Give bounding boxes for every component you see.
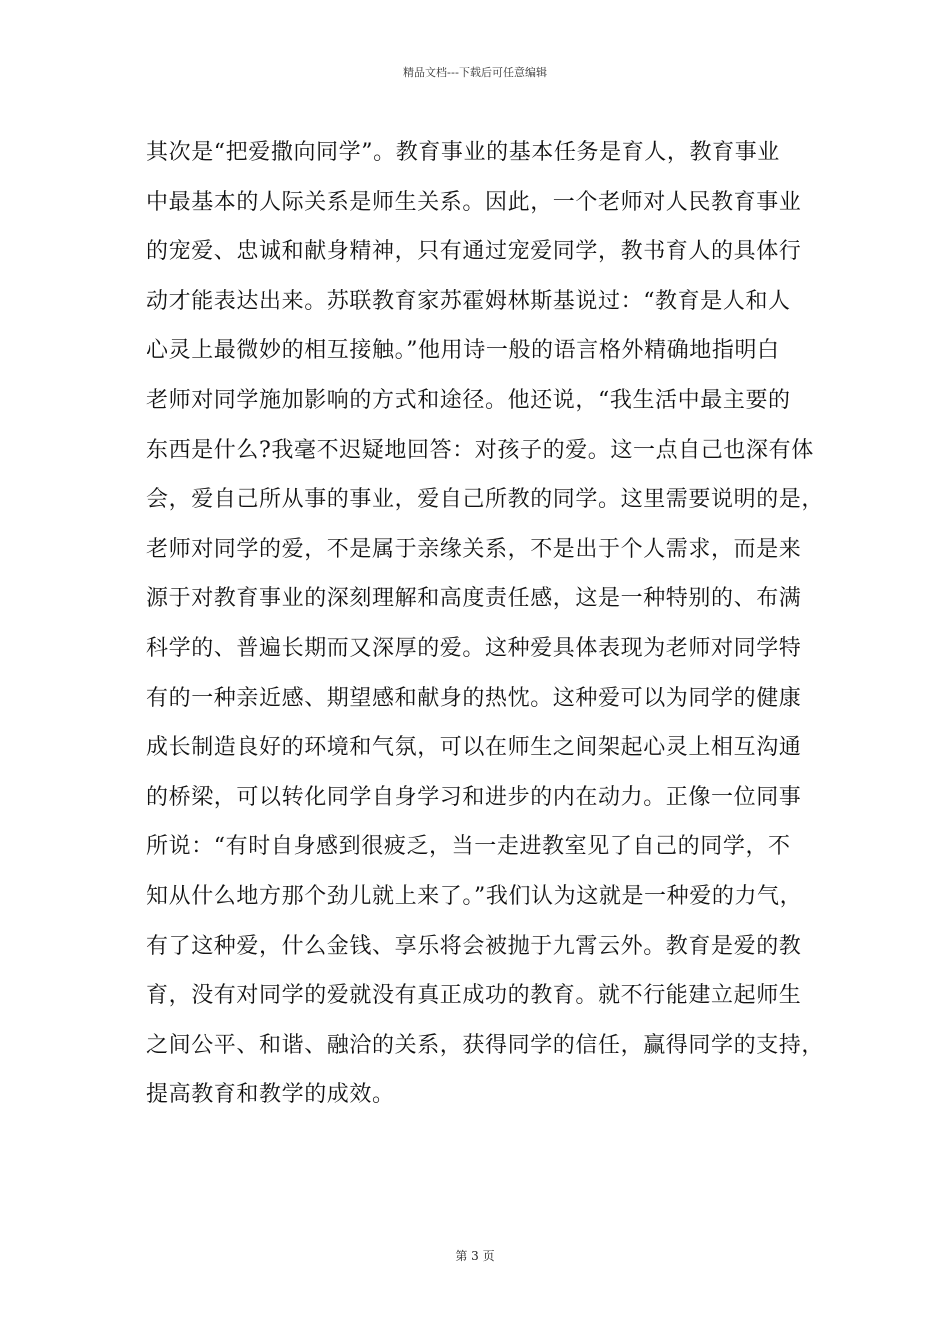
page-header: 精品文档---下载后可任意编辑 [403,66,547,79]
text-line: 有的一种亲近感、期望感和献身的热忱。这种爱可以为同学的健康 [146,685,802,711]
text-line: 所说：“有时自身感到很疲乏，当一走进教室见了自己的同学，不 [146,834,791,860]
text-line: 其次是“把爱撒向同学”。教育事业的基本任务是育人，教育事业 [146,140,780,165]
text-line: 的宠爱、忠诚和献身精神，只有通过宠爱同学，教书育人的具体行 [146,239,802,265]
text-line: 心灵上最微妙的相互接触。”他用诗一般的语言格外精确地指明白 [146,338,780,364]
text-line: 知从什么地方那个劲儿就上来了。”我们认为这就是一种爱的力气， [146,883,803,909]
text-line: 老师对同学的爱，不是属于亲缘关系，不是出于个人需求，而是来 [146,536,802,562]
text-line: 育，没有对同学的爱就没有真正成功的教育。就不行能建立起师生 [146,983,802,1009]
text-line: 提高教育和教学的成效。 [146,1082,395,1108]
text-line: 会，爱自己所从事的事业，爱自己所教的同学。这里需要说明的是， [146,487,825,513]
text-line: 有了这种爱，什么金钱、享乐将会被抛于九霄云外。教育是爱的教 [146,933,802,959]
text-line: 动才能表达出来。苏联教育家苏霍姆林斯基说过：“教育是人和人 [146,288,791,314]
body-paragraph [146,136,825,1128]
text-line: 东西是什么?我毫不迟疑地回答：对孩子的爱。这一点自己也深有体 [146,437,814,463]
text-line: 科学的、普遍长期而又深厚的爱。这种爱具体表现为老师对同学特 [146,635,802,661]
text-line: 成长制造良好的环境和气氛，可以在师生之间架起心灵上相互沟通 [146,735,802,761]
text-line: 之间公平、和谐、融洽的关系，获得同学的信任，赢得同学的支持， [146,1032,825,1058]
text-line: 老师对同学施加影响的方式和途径。他还说，“我生活中最主要的 [146,387,791,413]
text-line: 源于对教育事业的深刻理解和高度责任感，这是一种特别的、布满 [146,586,802,612]
text-line: 的桥梁，可以转化同学自身学习和进步的内在动力。正像一位同事 [146,784,802,810]
text-line: 中最基本的人际关系是师生关系。因此，一个老师对人民教育事业 [146,189,802,215]
page-number: 第 3 页 [455,1249,495,1263]
